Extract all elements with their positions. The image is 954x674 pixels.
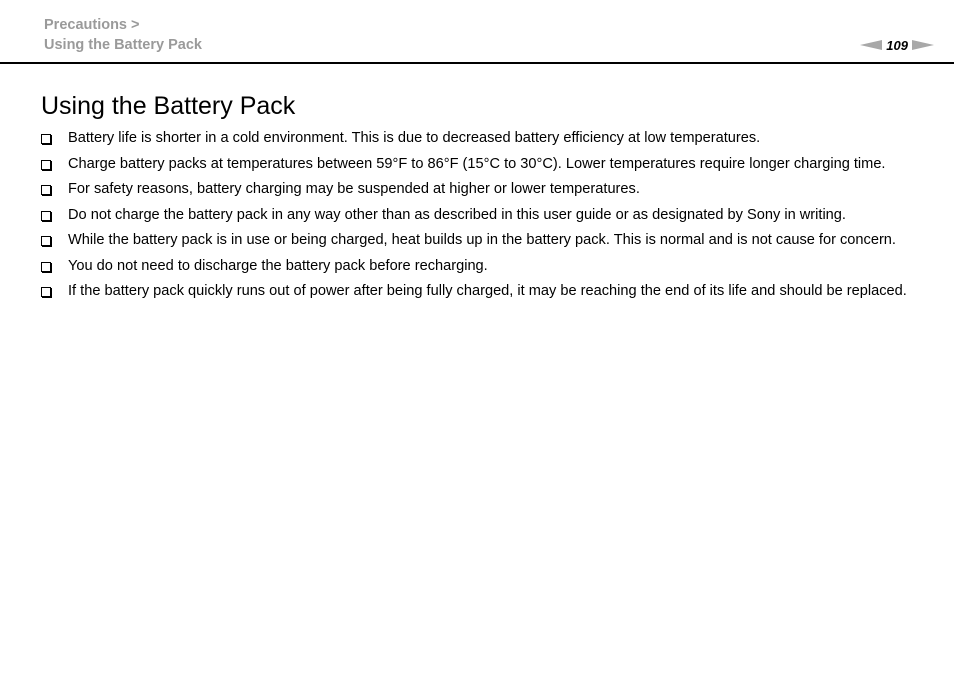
list-item-text: While the battery pack is in use or being charged, heat builds up in the battery pack. This is normal and is not cause for concern.	[68, 232, 896, 248]
next-page-arrow-icon[interactable]	[912, 40, 934, 50]
precautions-list	[40, 129, 920, 308]
list-item-text: You do not need to discharge the battery pack before recharging.	[68, 257, 488, 274]
page-number: 109	[886, 37, 908, 53]
list-item	[40, 282, 920, 302]
list-item-text: Battery life is shorter in a cold environment. This is due to decreased battery efficiency at low temperatures.	[68, 130, 761, 146]
checkbox-bullet-icon	[41, 287, 51, 297]
breadcrumb-item-precautions[interactable]: Precautions >	[44, 17, 140, 33]
list-item-text: For safety reasons, battery charging may be suspended at higher or lower temperatures.	[68, 181, 640, 197]
checkbox-bullet-icon	[41, 236, 51, 246]
list-item	[40, 129, 920, 149]
breadcrumb	[44, 16, 202, 55]
list-item	[40, 231, 920, 251]
checkbox-bullet-icon	[41, 134, 51, 144]
list-item	[40, 257, 920, 277]
page-title: Using the Battery Pack	[41, 92, 296, 120]
list-item	[40, 180, 920, 200]
checkbox-bullet-icon	[41, 262, 51, 272]
page-navigator	[860, 37, 934, 53]
list-item	[40, 206, 920, 226]
list-item	[40, 155, 920, 175]
breadcrumb-item-current: Using the Battery Pack	[44, 36, 202, 53]
checkbox-bullet-icon	[41, 211, 51, 221]
header-divider	[0, 62, 954, 64]
list-item-text: Do not charge the battery pack in any way other than as described in this user guide or as designated by Sony in writing.	[68, 206, 846, 223]
checkbox-bullet-icon	[41, 160, 51, 170]
previous-page-arrow-icon[interactable]	[860, 40, 882, 50]
list-item-text: If the battery pack quickly runs out of power after being fully charged, it may be reaching the end of its life and should be replaced.	[68, 283, 907, 299]
list-item-text: Charge battery packs at temperatures between 59°F to 86°F (15°C to 30°C). Lower temperatures require longer charging time.	[68, 155, 886, 172]
checkbox-bullet-icon	[41, 185, 51, 195]
